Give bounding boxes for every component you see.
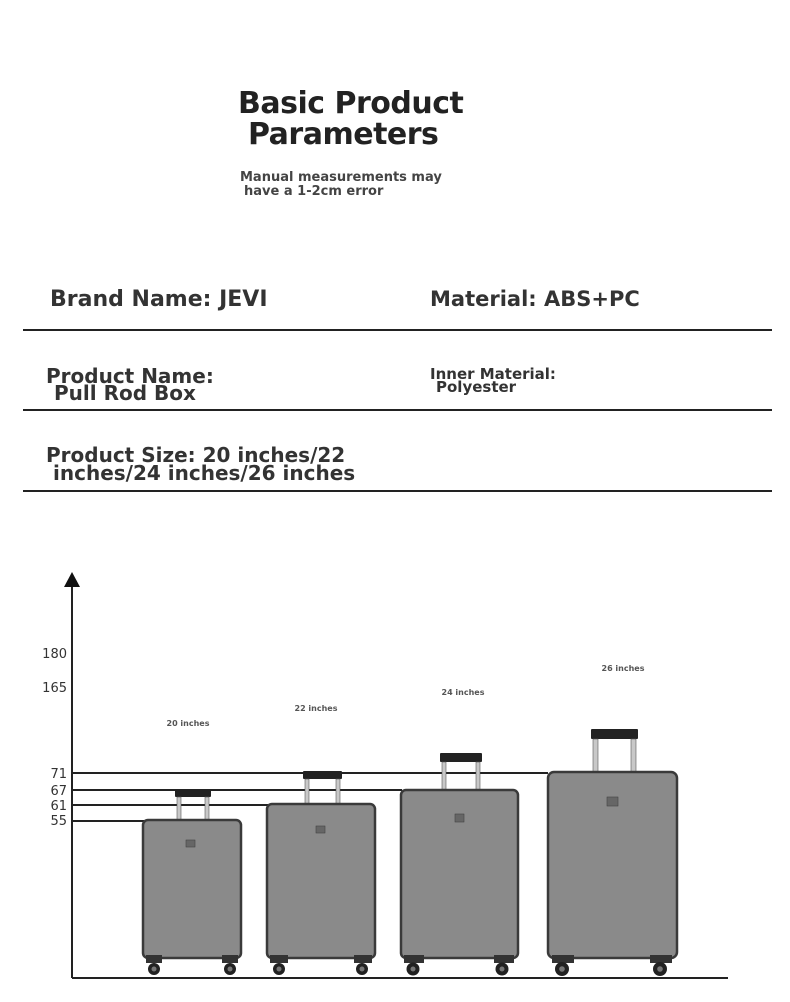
divider-3 <box>23 490 772 492</box>
inner-material-line-2: Polyester <box>436 378 517 396</box>
y-axis-arrow-icon <box>64 572 80 587</box>
suitcase-24 <box>401 753 518 976</box>
divider-1 <box>23 329 772 331</box>
tick-67: 67 <box>50 784 67 799</box>
size-label-20: 20 inches <box>166 719 210 728</box>
tick-165: 165 <box>42 681 67 696</box>
size-label-24: 24 inches <box>441 688 485 697</box>
tick-55: 55 <box>50 814 67 829</box>
inner-material <box>430 365 556 396</box>
size-label-22: 22 inches <box>294 704 338 713</box>
material: Material: ABS+PC <box>430 287 640 311</box>
product-size-line-2: inches/24 inches/26 inches <box>53 461 356 485</box>
size-label-26: 26 inches <box>601 664 645 673</box>
page-title <box>238 88 463 150</box>
size-comparison-chart <box>0 560 790 1000</box>
note-line-1: Manual measurements may <box>240 170 442 185</box>
measurement-note <box>240 171 442 199</box>
divider-2 <box>23 409 772 411</box>
product-size-line-1: Product Size: 20 inches/22 <box>46 443 346 467</box>
tick-180: 180 <box>42 647 67 662</box>
brand-name: Brand Name: JEVI <box>50 287 268 312</box>
tick-71: 71 <box>50 767 67 782</box>
product-name <box>46 364 214 405</box>
product-name-line-2: Pull Rod Box <box>54 381 196 405</box>
tick-61: 61 <box>50 799 67 814</box>
product-size <box>46 443 356 485</box>
title-line-1: Basic Product <box>238 86 464 121</box>
title-line-2: Parameters <box>248 117 439 152</box>
suitcase-22 <box>267 771 375 975</box>
inner-material-line-1: Inner Material: <box>430 365 556 383</box>
product-name-line-1: Product Name: <box>46 364 214 388</box>
suitcase-20 <box>143 790 241 975</box>
note-line-2: have a 1-2cm error <box>244 184 384 199</box>
suitcase-26 <box>548 729 677 976</box>
